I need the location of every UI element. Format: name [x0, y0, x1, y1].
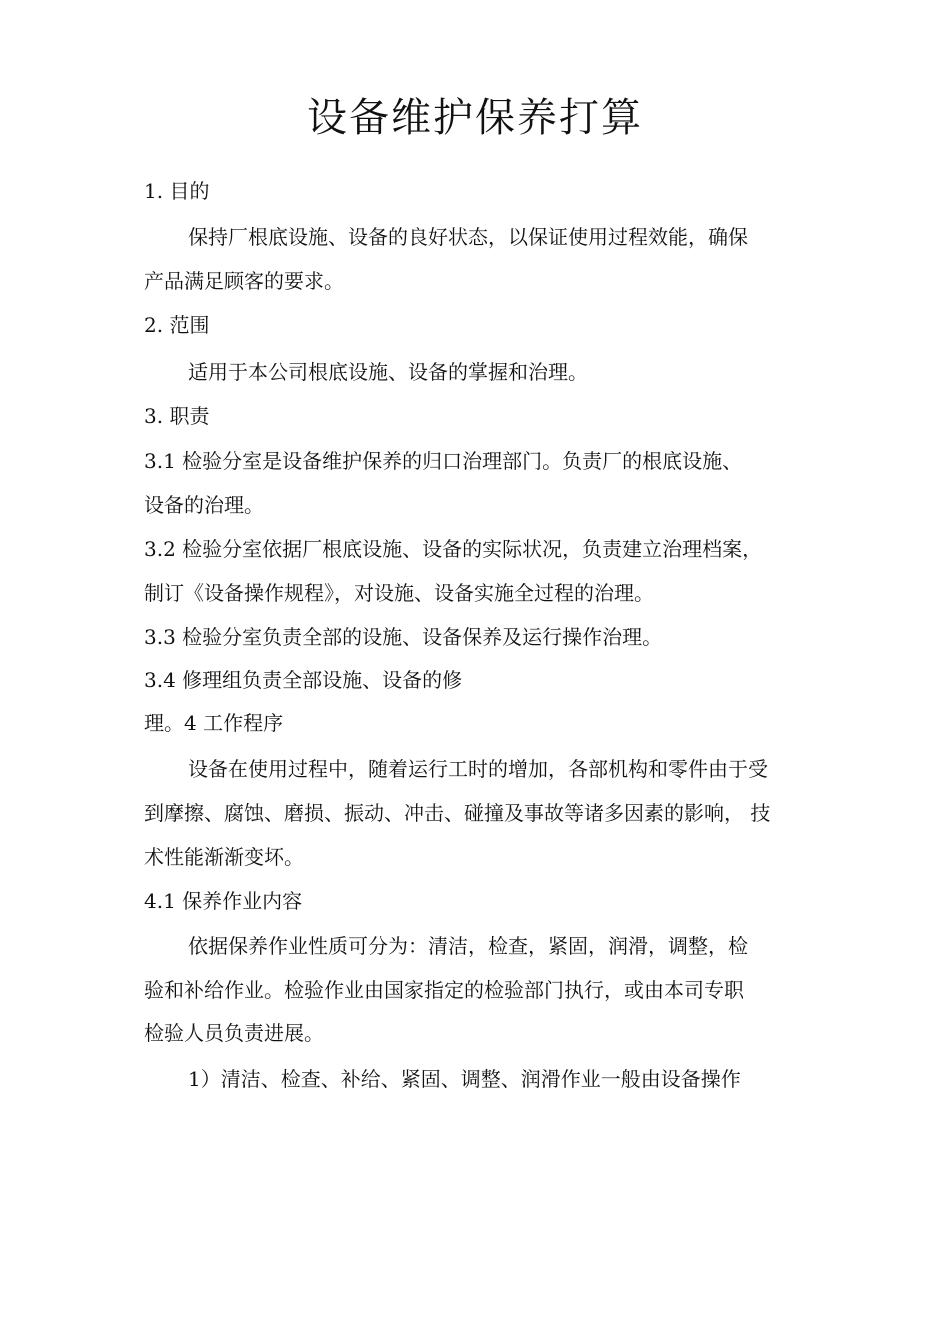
paragraph-line: 产品满足顾客的要求。 [144, 269, 344, 293]
document-title: 设备维护保养打算 [307, 95, 643, 141]
paragraph-line: 术性能渐渐变坏。 [144, 845, 304, 869]
section-heading-scope: 2. 范围 [144, 313, 210, 337]
paragraph-line: 检验人员负责进展。 [144, 1021, 324, 1045]
paragraph-line: 3.1 检验分室是设备维护保养的归口治理部门。负责厂的根底设施、 [144, 449, 743, 473]
section-heading-responsibility: 3. 职责 [144, 404, 210, 428]
paragraph-line: 设备的治理。 [144, 493, 264, 517]
paragraph-line: 到摩擦、腐蚀、磨损、振动、冲击、碰撞及事故等诸多因素的影响， 技 [144, 801, 771, 825]
paragraph-line: 3.4 修理组负责全部设施、设备的修 [144, 668, 463, 692]
paragraph-line: 3.2 检验分室依据厂根底设施、设备的实际状况，负责建立治理档案， [144, 537, 763, 561]
paragraph-line: 适用于本公司根底设施、设备的掌握和治理。 [188, 360, 588, 384]
section-heading-purpose: 1. 目的 [144, 179, 210, 203]
paragraph-line: 设备在使用过程中，随着运行工时的增加，各部机构和零件由于受 [188, 757, 768, 781]
paragraph-line: 3.3 检验分室负责全部的设施、设备保养及运行操作治理。 [144, 625, 663, 649]
subsection-heading: 4.1 保养作业内容 [144, 889, 303, 913]
paragraph-line: 验和补给作业。检验作业由国家指定的检验部门执行，或由本司专职 [144, 978, 744, 1002]
paragraph-line: 1）清洁、检查、补给、紧固、调整、润滑作业一般由设备操作 [188, 1067, 741, 1091]
paragraph-line: 保持厂根底设施、设备的良好状态，以保证使用过程效能，确保 [188, 225, 748, 249]
paragraph-line: 制订《设备操作规程》，对设施、设备实施全过程的治理。 [144, 581, 654, 605]
section-heading-procedure: 理。4 工作程序 [144, 711, 284, 735]
paragraph-line: 依据保养作业性质可分为：清洁，检查，紧固，润滑，调整，检 [188, 934, 748, 958]
